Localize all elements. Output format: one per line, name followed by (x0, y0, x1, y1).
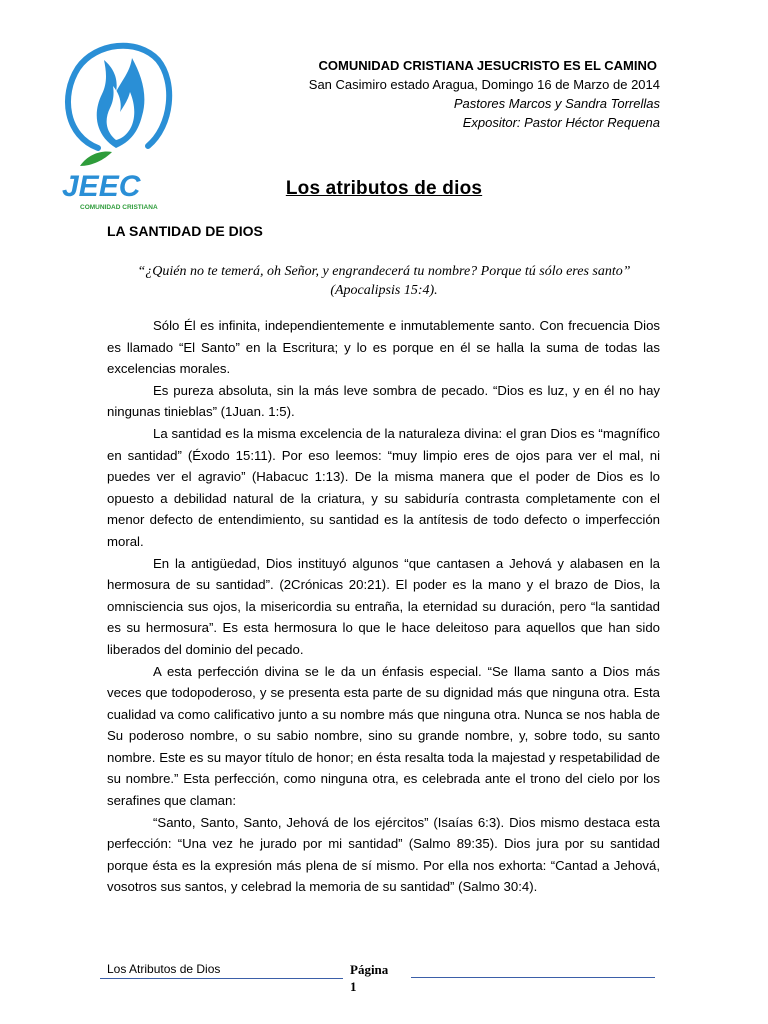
footer-divider (411, 977, 655, 978)
paragraph: La santidad es la misma excelencia de la naturaleza divina: el gran Dios es “magnífico en santidad” (Éxodo 15:11). Por eso leemos: “muy limpio eres de ojos para ver el mal, ni puedes ver el agravio” (Habacuc 1:13). De la misma manera que el poder de Dios es lo opuesto a debilidad natural de la criatura, y su sabiduría contrasta completamente con el menor defecto de entendimiento, su santidad es la antítesis de todo defecto o imperfección moral. (107, 425, 660, 549)
logo-wordmark: JEEC (62, 170, 141, 203)
section-heading: LA SANTIDAD DE DIOS (107, 223, 263, 239)
footer-title: Los Atributos de Dios (100, 962, 343, 979)
document-title: Los atributos de dios (285, 178, 483, 199)
paragraph: En la antigüedad, Dios instituyó algunos “que cantasen a Jehová y alabasen en la hermosura de su santidad”. (2Crónicas 20:21). El poder es la mano y el brazo de Dios, la omnisciencia sus ojos, la misericordia su entraña, la eternidad su duración, pero “la santidad es su hermosura”. Es esta hermosura lo que le hace deleitoso para aquellos que han sido liberados del dominio del pecado. (107, 555, 660, 657)
document-body (107, 315, 660, 898)
quote-text: “¿Quién no te temerá, oh Señor, y engrandecerá tu nombre? Porque tú sólo eres santo” (137, 264, 631, 279)
logo-subtitle: COMUNIDAD CRISTIANA (80, 204, 158, 211)
document-header (309, 56, 660, 132)
quote-reference: (Apocalipsis 15:4). (330, 283, 438, 298)
location-date: San Casimiro estado Aragua, Domingo 16 de Marzo de 2014 (308, 77, 660, 92)
page-number: 1 (350, 979, 357, 994)
footer-page (350, 961, 388, 995)
paragraph: “Santo, Santo, Santo, Jehová de los ejércitos” (Isaías 6:3). Dios mismo destaca esta perfección: “Una vez he jurado por mi santidad” (Salmo 89:35). Dios jura por su santidad porque ésta es la expresión más plena de sí mismo. Por ella nos exhorta: “Cantad a Jehová, vosotros sus santos, y celebrad la memoria de su santidad” (Salmo 30:4). (107, 814, 660, 895)
paragraph: A esta perfección divina se le da un énfasis especial. “Se llama santo a Dios más veces que todopoderoso, y se presenta esta parte de su dignidad más que ninguna otra. Esta cualidad va como calificativo junto a su nombre más que ninguna otra. Nunca se nos habla de Su poderoso nombre, o su sabio nombre, sino su grande nombre, y, sobre todo, su santo nombre. Este es su mayor título de honor; en ésta resalta toda la majestad y respetabilidad de su nombre.” Esta perfección, como ninguna otra, es celebrada ante el trono del cielo por los serafines que claman: (107, 663, 660, 809)
expositor-line: Expositor: Pastor Héctor Requena (462, 115, 660, 130)
paragraph: Sólo Él es infinita, independientemente e inmutablemente santo. Con frecuencia Dios es llamado “El Santo” en la Escritura; y lo es porque en él se halla la suma de todas las excelencias morales. (107, 318, 660, 377)
paragraph: Es pureza absoluta, sin la más leve sombra de pecado. “Dios es luz, y en él no hay ningunas tinieblas” (1Juan. 1:5). (107, 382, 660, 420)
organization-name: COMUNIDAD CRISTIANA JESUCRISTO ES EL CAMINO (318, 58, 657, 73)
scripture-quote (107, 262, 661, 300)
page-label: Página (350, 962, 389, 977)
pastors-line: Pastores Marcos y Sandra Torrellas (453, 96, 660, 111)
